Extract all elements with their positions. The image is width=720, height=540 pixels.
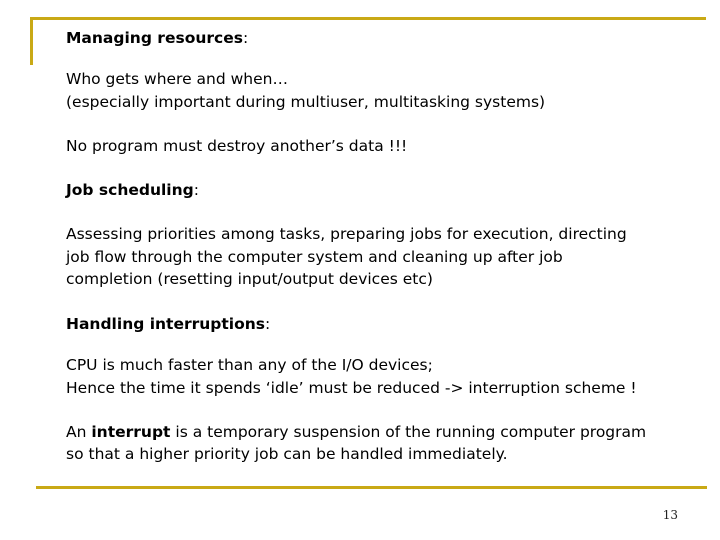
job-scheduling-line-3: completion (resetting input/output devices etc) [66, 270, 433, 288]
job-scheduling-heading [66, 179, 199, 201]
bottom-divider [36, 486, 707, 489]
managing-line-3: No program must destroy another’s data !!! [66, 137, 408, 155]
handling-interruptions-heading [66, 313, 270, 335]
job-scheduling-label: Job scheduling [66, 181, 194, 199]
interruptions-line-2: Hence the time it spends ‘idle’ must be reduced -> interruption scheme ! [66, 379, 637, 397]
managing-resources-heading [66, 27, 248, 49]
managing-line-2: (especially important during multiuser, multitasking systems) [66, 93, 546, 111]
job-scheduling-line-1: Assessing priorities among tasks, preparing jobs for execution, directing [66, 225, 627, 243]
top-divider [30, 17, 706, 20]
heading-colon: : [265, 315, 271, 333]
interrupt-definition-line-2: so that a higher priority job can be handled immediately. [66, 445, 508, 463]
managing-resources-label: Managing resources [66, 29, 243, 47]
heading-colon: : [193, 181, 199, 199]
left-divider [30, 17, 33, 65]
page-number: 13 [662, 508, 678, 522]
job-scheduling-line-2: job flow through the computer system and cleaning up after job [66, 248, 563, 266]
heading-colon: : [242, 29, 249, 47]
definition-suffix: is a temporary suspension of the running computer program [170, 423, 647, 441]
handling-interruptions-label: Handling interruptions [66, 315, 266, 333]
definition-prefix: An [66, 423, 92, 441]
interruptions-line-1: CPU is much faster than any of the I/O devices; [66, 356, 433, 374]
interrupt-definition-line-1 [66, 421, 646, 443]
managing-line-1: Who gets where and when… [66, 70, 288, 88]
interrupt-keyword: interrupt [91, 423, 171, 441]
